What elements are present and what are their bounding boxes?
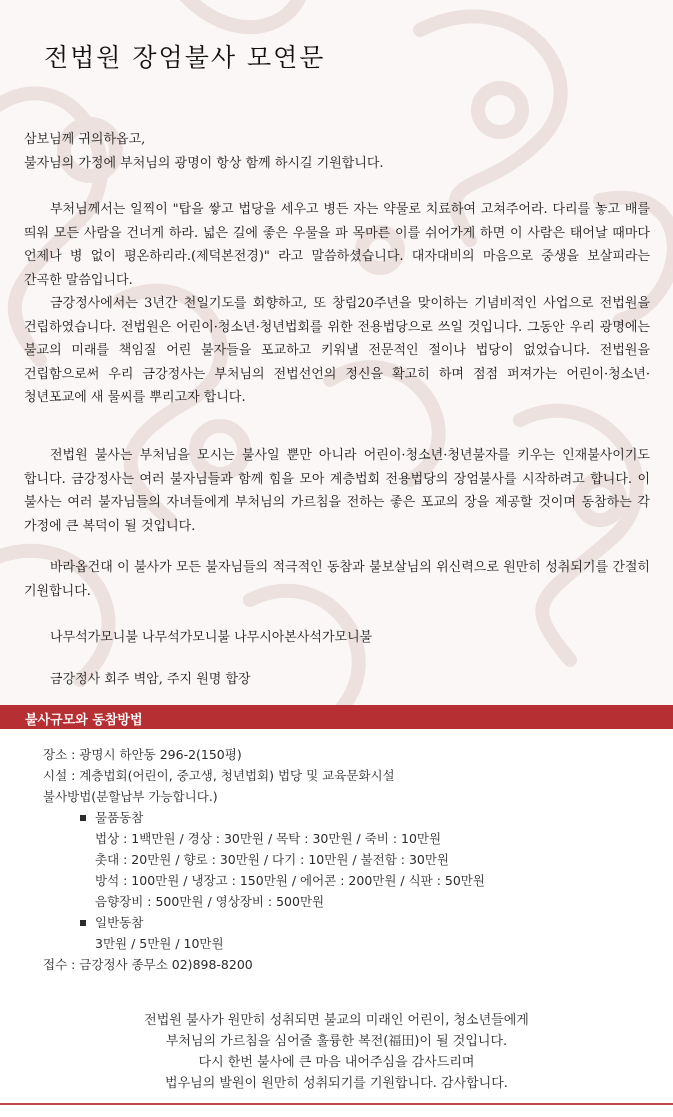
category-label: 물품동참 xyxy=(95,810,144,825)
closing-line: 부처님의 가르침을 심어줄 훌륭한 복전(福田)이 될 것입니다. xyxy=(165,1034,508,1049)
section-heading: 불사규모와 동참방법 xyxy=(25,713,143,728)
category-general xyxy=(0,912,673,933)
section-banner xyxy=(0,705,673,729)
info-block xyxy=(0,744,673,975)
closing-message xyxy=(0,1010,673,1094)
goods-item: 법상 : 1백만원 / 경상 : 30만원 / 목탁 : 30만원 / 죽비 : 10만원 xyxy=(95,831,442,846)
letter-title: 전법원 장엄불사 모연문 xyxy=(44,43,326,72)
goods-item: 촛대 : 20만원 / 향로 : 30만원 / 다기 : 10만원 / 불전함 : 30만원 xyxy=(95,852,450,867)
closing-line: 법우님의 발원이 원만히 성취되기를 기원합니다. 감사합니다. xyxy=(165,1076,508,1091)
info-contact: 접수 : 금강정사 종무소 02)898-8200 xyxy=(43,957,253,972)
letter-paragraph: 부처님께서는 일찍이 "탑을 쌓고 법당을 세우고 병든 자는 약물로 치료하여 고쳐주어라. 다리를 놓고 배를 띄워 모든 사람을 건너게 하라. 넓은 길에 좋은 우물을 파 목마른 이를 쉬어가게 하면 이 사람은 태어날 때마다 언제나 병 없이 평온하리라.(제덕본전경)" 라고 말씀하셨습니다. 대자대비의 마음으로 중생을 보살피라는 간곡한 말씀입니다. xyxy=(24,202,650,288)
letter-paragraph: 금강정사에서는 3년간 천일기도를 회향하고, 또 창립20주년을 맞이하는 기념비적인 사업으로 전법원을 건립하였습니다. 전법원은 어린이·청소년·청년법회를 위한 전용법당으로 쓰일 것입니다. 그동안 우리 광명에는 불교의 미래를 책임질 어린 불자들을 포교하고 키워낼 전문적인 절이나 법당이 없었습니다. 전법원을 건립함으로써 우리 금강정사는 부처님의 전법선언의 정신을 확고히 하며 점점 퍼져가는 어린이·청소년·청년포교에 새 물씨를 뿌리고자 합니다. xyxy=(24,296,650,405)
bullet-icon xyxy=(80,920,86,926)
letter-signature: 금강정사 회주 벽암, 주지 원명 합장 xyxy=(50,672,251,687)
letter-invocation: 나무석가모니불 나무석가모니불 나무시아본사석가모니불 xyxy=(50,630,373,645)
greeting-line: 불자님의 가정에 부처님의 광명이 항상 함께 하시길 기원합니다. xyxy=(24,155,384,171)
letter-paragraph: 바라옵건대 이 불사가 모든 불자님들의 적극적인 동참과 불보살님의 위신력으로 원만히 성취되기를 간절히 기원합니다. xyxy=(24,560,650,599)
letter-paragraph: 전법원 불사는 부처님을 모시는 불사일 뿐만 아니라 어린이·청소년·청년불자를 키우는 인재불사이기도 합니다. 금강정사는 여러 불자님들과 함께 힘을 모아 계층법회 전용법당의 장엄불사를 시작하려고 합니다. 이 불사는 여러 불자님들의 자녀들에게 부처님의 가르침을 전하는 좋은 포교의 장을 제공할 것이며 동참하는 각 가정에 큰 복덕이 될 것입니다. xyxy=(24,448,650,534)
category-goods xyxy=(0,807,673,828)
info-method: 불사방법(분할납부 가능합니다.) xyxy=(43,789,218,804)
category-label: 일반동참 xyxy=(95,915,144,930)
greeting-line: 삼보님께 귀의하옵고, xyxy=(24,132,146,147)
bullet-icon xyxy=(80,815,86,821)
info-facility: 시설 : 계층법회(어린이, 중고생, 청년법회) 법당 및 교육문화시설 xyxy=(43,768,395,783)
closing-line: 전법원 불사가 원만히 성취되면 불교의 미래인 어린이, 청소년들에게 xyxy=(144,1013,529,1028)
info-location: 장소 : 광명시 하안동 296-2(150평) xyxy=(43,747,242,762)
general-amounts: 3만원 / 5만원 / 10만원 xyxy=(95,936,224,951)
closing-line: 다시 한번 불사에 큰 마음 내어주심을 감사드리며 xyxy=(198,1055,475,1070)
bottom-divider xyxy=(0,1103,673,1105)
letter-greeting xyxy=(24,128,650,175)
goods-item: 방석 : 100만원 / 냉장고 : 150만원 / 에어콘 : 200만원 / 식판 : 50만원 xyxy=(95,873,485,888)
goods-item: 음향장비 : 500만원 / 영상장비 : 500만원 xyxy=(95,894,325,909)
